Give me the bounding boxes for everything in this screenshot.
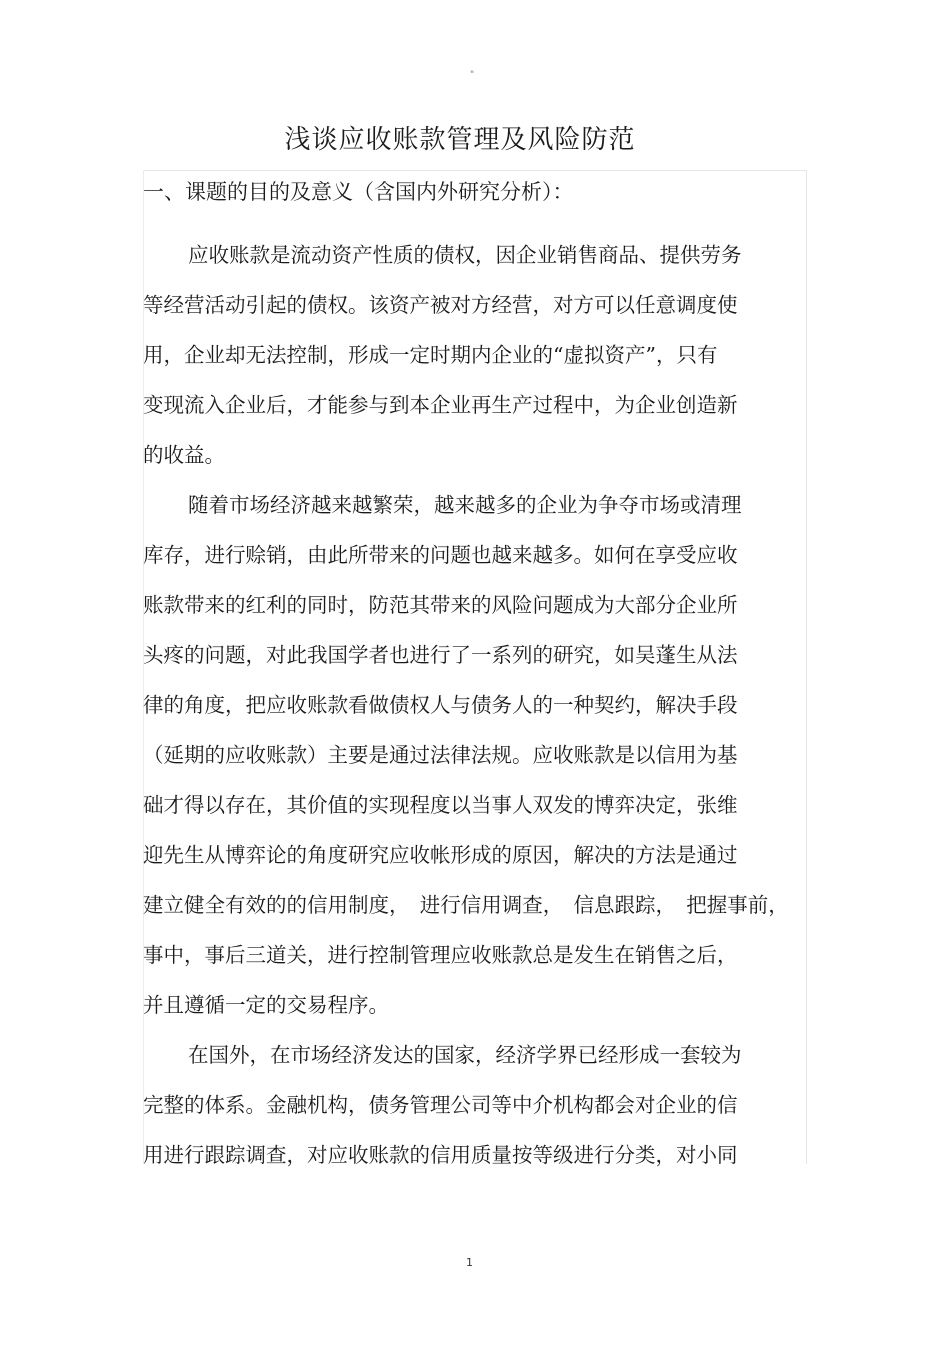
paragraph-line: 等经营活动引起的债权。该资产被对方经营，对方可以任意调度使	[143, 293, 738, 317]
paragraph-line: 变现流入企业后，才能参与到本企业再生产过程中，为企业创造新	[143, 393, 738, 417]
paragraph-line: 头疼的问题，对此我国学者也进行了一系列的研究，如吴蓬生从法	[143, 643, 738, 667]
paragraph-line: 在国外，在市场经济发达的国家，经济学界已经形成一套较为	[188, 1043, 742, 1067]
paragraph-line: 随着市场经济越来越繁荣，越来越多的企业为争夺市场或清理	[188, 493, 742, 517]
paragraph-line: 建立健全有效的的信用制度， 进行信用调查， 信息跟踪， 把握事前，	[143, 893, 789, 917]
paragraph-line: 的收益。	[143, 443, 225, 467]
paragraph-line: 律的角度，把应收账款看做债权人与债务人的一种契约，解决手段	[143, 693, 738, 717]
page-number: 1	[466, 1256, 473, 1269]
document-title: 浅谈应收账款管理及风险防范	[284, 125, 636, 155]
paragraph-accounts-receivable-definition	[143, 230, 823, 480]
paragraph-line: 用，企业却无法控制，形成一定时期内企业的“虚拟资产”，只有	[143, 343, 718, 367]
paragraph-line: （延期的应收账款）主要是通过法律法规。应收账款是以信用为基	[143, 743, 738, 767]
paragraph-line: 事中，事后三道关，进行控制管理应收账款总是发生在销售之后，	[143, 943, 738, 967]
paragraph-line: 用进行跟踪调查，对应收账款的信用质量按等级进行分类，对小同	[143, 1143, 738, 1167]
paragraph-foreign-research	[143, 1030, 823, 1180]
paragraph-line: 并且遵循一定的交易程序。	[143, 993, 389, 1017]
paragraph-line: 迎先生从博弈论的角度研究应收帐形成的原因，解决的方法是通过	[143, 843, 738, 867]
paragraph-line: 账款带来的红利的同时，防范其带来的风险问题成为大部分企业所	[143, 593, 738, 617]
document-body	[143, 174, 823, 1180]
header-mark: "	[470, 70, 475, 80]
paragraph-line: 库存，进行赊销，由此所带来的问题也越来越多。如何在享受应收	[143, 543, 738, 567]
paragraph-line: 完整的体系。金融机构，债务管理公司等中介机构都会对企业的信	[143, 1093, 738, 1117]
paragraph-line: 应收账款是流动资产性质的债权，因企业销售商品、提供劳务	[188, 243, 742, 267]
section-heading: 一、课题的目的及意义（含国内外研究分析）：	[143, 180, 574, 204]
paragraph-domestic-research	[143, 480, 823, 1030]
page-frame-top-border	[143, 170, 807, 171]
paragraph-line: 础才得以存在，其价值的实现程度以当事人双发的博弈决定，张维	[143, 793, 738, 817]
